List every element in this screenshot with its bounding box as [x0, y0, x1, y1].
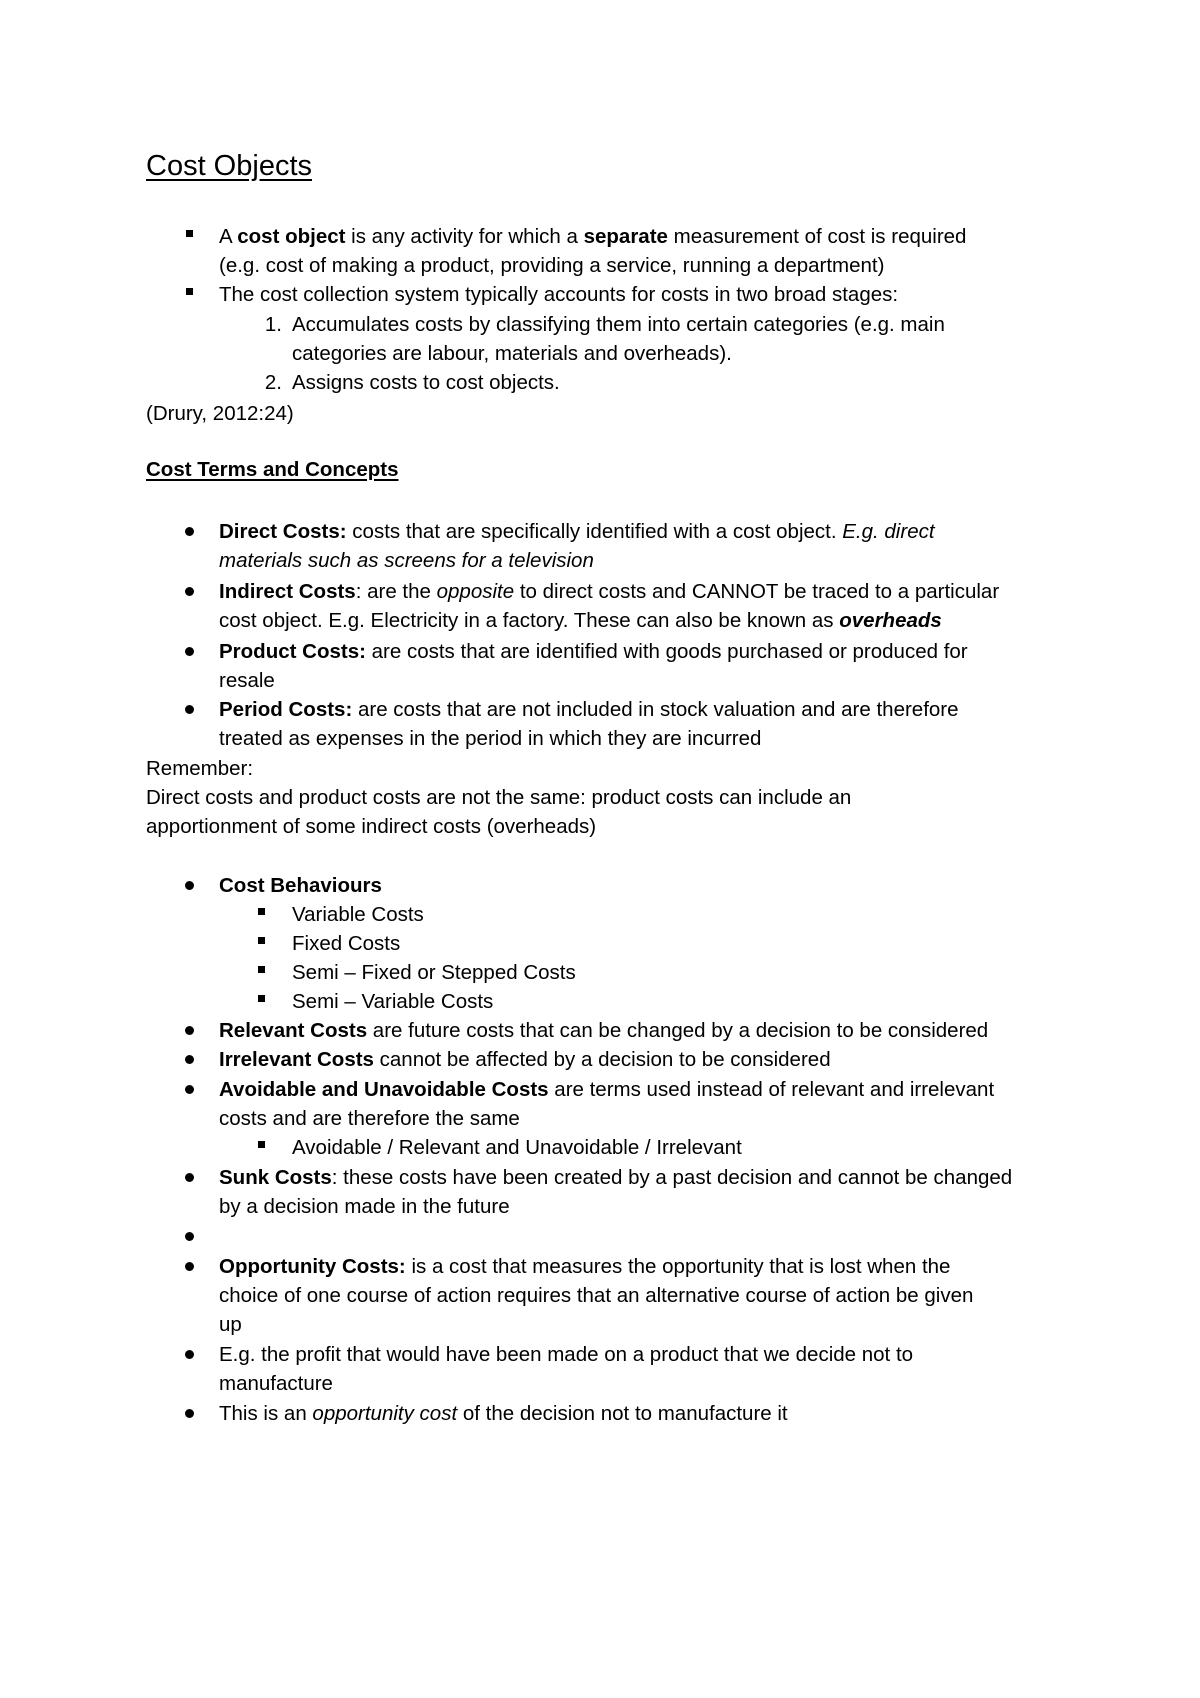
example-item: E.g. the profit that would have been made on a product that we decide not to [219, 1343, 914, 1366]
bullet-icon [185, 1026, 194, 1035]
section-heading: Cost Terms and Concepts [146, 458, 399, 481]
term-label: Relevant Costs [219, 1019, 368, 1042]
text-run: costs that are specifically identified with a cost object. [346, 520, 843, 543]
text-run: to direct costs and CANNOT be traced to a particular [514, 580, 1000, 603]
product-costs-item [219, 637, 968, 666]
numbered-item-1: Accumulates costs by classifying them into certain categories (e.g. main [292, 313, 945, 336]
square-bullet-icon [258, 966, 265, 973]
citation: (Drury, 2012:24) [146, 402, 294, 425]
text-run: are terms used instead of relevant and irrelevant [548, 1078, 995, 1101]
behaviour-item: Semi – Variable Costs [292, 990, 494, 1013]
avoidable-sub-item: Avoidable / Relevant and Unavoidable / Irrelevant [292, 1136, 742, 1159]
opportunity-costs-line-3: up [219, 1313, 242, 1336]
text-run: : these costs have been created by a past decision and cannot be changed [331, 1166, 1013, 1189]
relevant-costs-item [219, 1016, 988, 1045]
text-run: are future costs that can be changed by a decision to be considered [367, 1019, 989, 1042]
bullet-icon [185, 527, 194, 536]
bullet-icon [185, 1232, 194, 1241]
direct-costs-example: materials such as screens for a television [219, 549, 594, 572]
bullet-icon [185, 1409, 194, 1418]
term-label: Irrelevant Costs [219, 1048, 374, 1071]
term-label: Indirect Costs [219, 580, 356, 603]
emphasis-text: opportunity cost [312, 1402, 458, 1425]
term-label: Opportunity Costs: [219, 1255, 406, 1278]
page-title: Cost Objects [146, 150, 312, 182]
text-run: of the decision not to manufacture it [457, 1402, 788, 1425]
square-bullet-icon [258, 937, 265, 944]
intro-bullet-1-line-2: (e.g. cost of making a product, providing a service, running a department) [219, 254, 885, 277]
direct-costs-item [219, 517, 935, 546]
emphasis-text: opposite [436, 580, 515, 603]
remember-line-1: Direct costs and product costs are not the same: product costs can include an [146, 786, 852, 809]
indirect-costs-line-2 [219, 606, 942, 635]
example-text: E.g. direct [842, 520, 935, 543]
indirect-costs-item [219, 577, 999, 606]
term-label: Direct Costs: [219, 520, 347, 543]
remember-label: Remember: [146, 757, 254, 780]
remember-line-2: apportionment of some indirect costs (overheads) [146, 815, 597, 838]
text-run: are costs that are not included in stock valuation and are therefore [352, 698, 959, 721]
text-run: A [219, 225, 238, 248]
irrelevant-costs-item [219, 1045, 831, 1074]
term-overheads: overheads [839, 609, 942, 632]
text-run: is any activity for which a [345, 225, 584, 248]
bullet-icon [185, 1173, 194, 1182]
product-costs-line-2: resale [219, 669, 275, 692]
intro-bullet-1 [219, 222, 966, 251]
bullet-icon [185, 1055, 194, 1064]
list-number: 2. [264, 371, 282, 394]
avoidable-costs-line-2: costs and are therefore the same [219, 1107, 520, 1130]
square-bullet-icon [258, 1141, 265, 1148]
opportunity-costs-item [219, 1252, 950, 1281]
text-run: : are the [355, 580, 437, 603]
text-run: cannot be affected by a decision to be considered [373, 1048, 831, 1071]
bullet-icon [185, 1085, 194, 1094]
square-bullet-icon [258, 995, 265, 1002]
bullet-icon [185, 881, 194, 890]
cost-behaviours-label: Cost Behaviours [219, 874, 382, 897]
square-bullet-icon [186, 230, 193, 237]
opportunity-costs-line-2: choice of one course of action requires that an alternative course of action be given [219, 1284, 974, 1307]
sunk-costs-line-2: by a decision made in the future [219, 1195, 510, 1218]
avoidable-costs-item [219, 1075, 994, 1104]
term-label: Product Costs: [219, 640, 366, 663]
list-number: 1. [264, 313, 282, 336]
period-costs-line-2: treated as expenses in the period in which they are incurred [219, 727, 762, 750]
bullet-icon [185, 647, 194, 656]
behaviour-item: Semi – Fixed or Stepped Costs [292, 961, 576, 984]
term-label: Avoidable and Unavoidable Costs [219, 1078, 549, 1101]
text-run: cost object. E.g. Electricity in a factory. These can also be known as [219, 609, 840, 632]
bullet-icon [185, 705, 194, 714]
square-bullet-icon [186, 288, 193, 295]
sunk-costs-item [219, 1163, 1012, 1192]
text-run: are costs that are identified with goods purchased or produced for [365, 640, 968, 663]
bullet-icon [185, 1350, 194, 1359]
period-costs-item [219, 695, 959, 724]
text-run: is a cost that measures the opportunity that is lost when the [405, 1255, 951, 1278]
behaviour-item: Fixed Costs [292, 932, 401, 955]
term-label: Sunk Costs [219, 1166, 332, 1189]
opportunity-cost-note [219, 1399, 788, 1428]
bullet-icon [185, 1262, 194, 1271]
term-separate: separate [583, 225, 668, 248]
bullet-icon [185, 587, 194, 596]
text-run: This is an [219, 1402, 313, 1425]
term-label: Period Costs: [219, 698, 353, 721]
intro-bullet-2: The cost collection system typically accounts for costs in two broad stages: [219, 283, 899, 306]
behaviour-item: Variable Costs [292, 903, 424, 926]
text-run: measurement of cost is required [667, 225, 967, 248]
example-item-line-2: manufacture [219, 1372, 333, 1395]
square-bullet-icon [258, 908, 265, 915]
numbered-item-2: Assigns costs to cost objects. [292, 371, 560, 394]
term-cost-object: cost object [237, 225, 346, 248]
numbered-item-1-line-2: categories are labour, materials and overheads). [292, 342, 732, 365]
